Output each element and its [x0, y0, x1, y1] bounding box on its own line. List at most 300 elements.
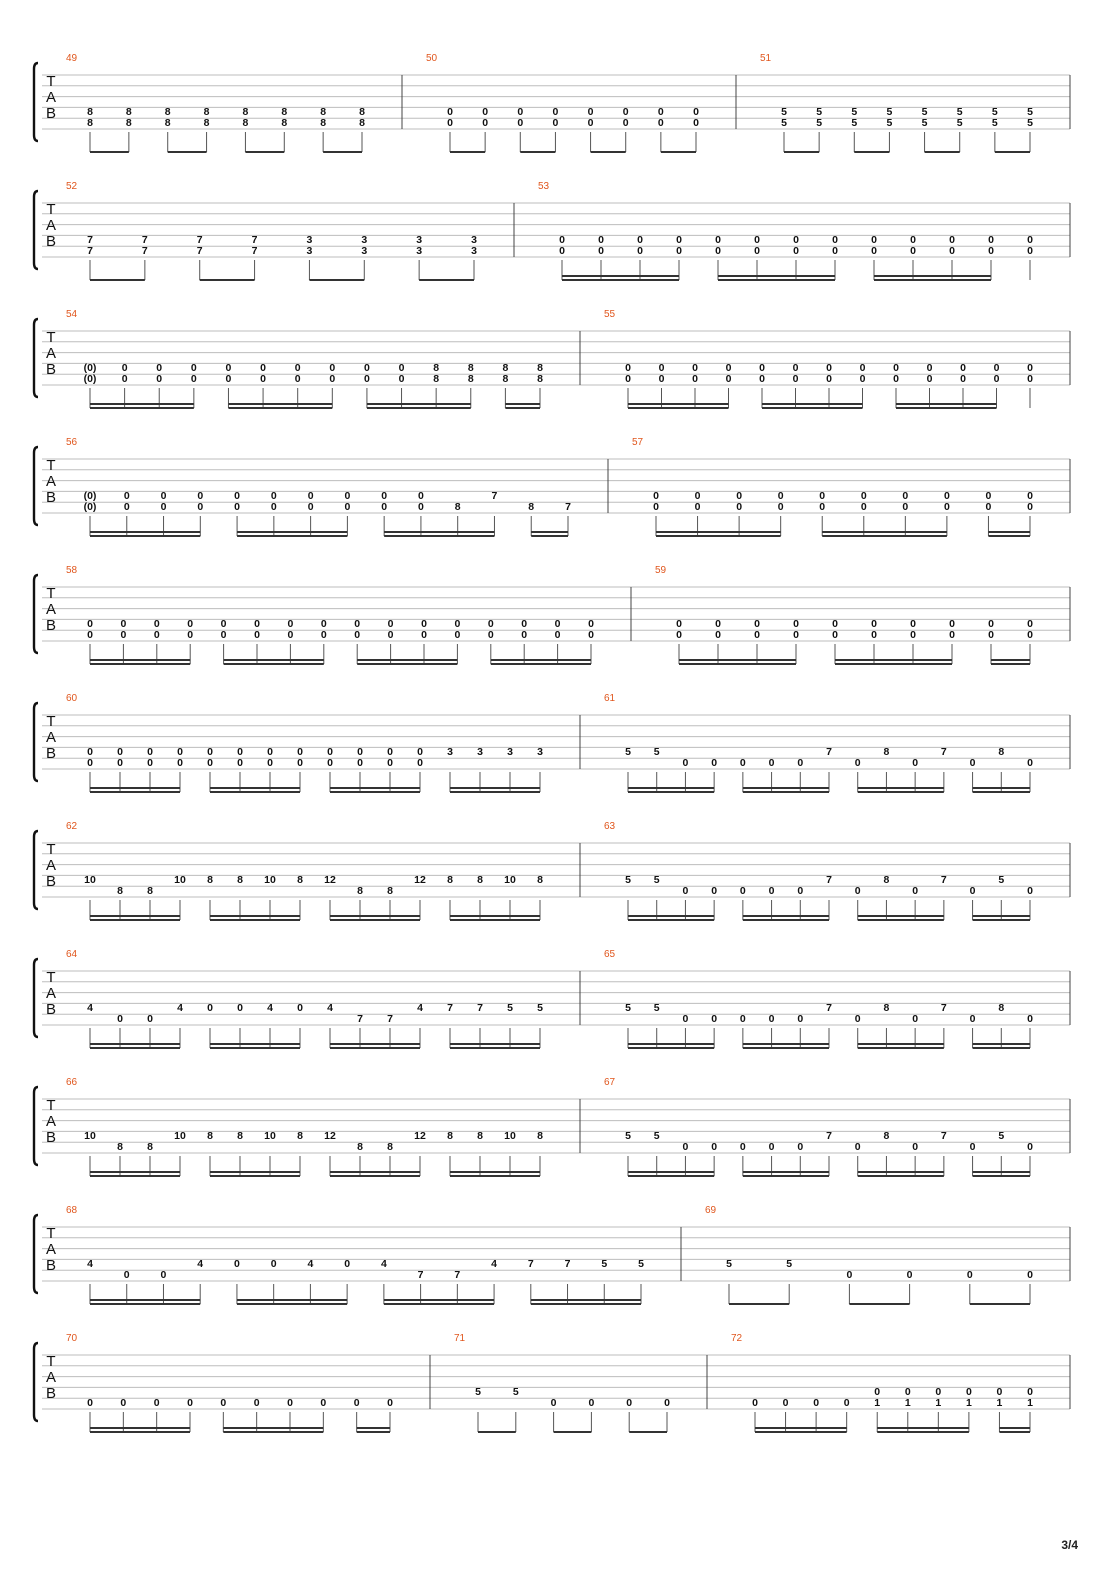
fret-number: 0	[357, 746, 363, 758]
fret-number: 0	[752, 1397, 758, 1409]
fret-number: 0	[792, 373, 799, 385]
fret-number: 0	[381, 501, 388, 513]
note-column	[846, 1269, 852, 1304]
fret-number: 3	[306, 234, 313, 246]
note-column	[287, 1397, 293, 1432]
fret-number: 0	[768, 1013, 775, 1025]
measure-number: 64	[66, 949, 78, 960]
fret-number: 0	[270, 1258, 277, 1270]
fret-number: 8	[467, 373, 474, 385]
fret-number: 0	[329, 373, 336, 385]
fret-number: 0	[587, 106, 594, 118]
fret-number: 0	[832, 618, 838, 630]
fret-number: 7	[491, 490, 498, 502]
fret-number: 0	[160, 501, 167, 513]
fret-number: 0	[237, 757, 243, 769]
fret-number: 0	[1027, 1141, 1033, 1153]
note-column	[683, 1013, 689, 1048]
fret-number: 8	[87, 117, 93, 129]
clef-letter-t: T	[46, 1353, 56, 1370]
fret-number: 0	[985, 490, 992, 502]
fret-number: 5	[998, 874, 1005, 886]
measure-number: 69	[705, 1205, 717, 1216]
measure-number: 60	[66, 693, 78, 704]
fret-number: 0	[287, 618, 294, 630]
fret-number: 7	[940, 1002, 947, 1014]
fret-number: 0	[550, 1397, 557, 1409]
note-column	[154, 1397, 160, 1432]
fret-number: 0	[993, 362, 1000, 374]
fret-number: 0	[160, 490, 167, 502]
note-column	[354, 1397, 360, 1432]
fret-number: 0	[153, 618, 160, 630]
fret-number: 0	[588, 618, 594, 630]
fret-number: 1	[935, 1397, 942, 1409]
clef-letter-a: A	[45, 345, 57, 362]
fret-number: 8	[320, 106, 327, 118]
fret-number: 7	[826, 1002, 832, 1014]
fret-number: 8	[320, 117, 327, 129]
fret-number: 0	[220, 629, 227, 641]
fret-number: 12	[324, 1130, 336, 1142]
fret-number: 0	[846, 1269, 853, 1281]
fret-number: 8	[477, 1130, 483, 1142]
fret-number: 0	[190, 362, 197, 374]
fret-number: 7	[357, 1013, 363, 1025]
fret-number: 0	[398, 373, 405, 385]
fret-number: 8	[203, 106, 210, 118]
fret-number: 0	[819, 501, 826, 513]
fret-number: 0	[421, 629, 427, 641]
fret-number: 5	[786, 1258, 793, 1270]
fret-number: 0	[782, 1397, 789, 1409]
clef-letter-t: T	[46, 73, 56, 90]
fret-number: 3	[306, 245, 313, 257]
fret-number: 3	[361, 234, 368, 246]
tab-clef	[46, 713, 56, 762]
fret-number: 0	[121, 373, 128, 385]
fret-number: 0	[381, 490, 388, 502]
measure-number: 65	[604, 949, 616, 960]
measure-number: 68	[66, 1205, 78, 1216]
note-column	[387, 1141, 393, 1176]
fret-number: 0	[220, 618, 227, 630]
clef-letter-b: B	[45, 745, 57, 762]
note-column	[117, 1141, 123, 1176]
fret-number: 0	[153, 629, 160, 641]
fret-number: 1	[904, 1397, 911, 1409]
fret-number: 0	[658, 362, 665, 374]
fret-number: 0	[225, 362, 232, 374]
measure-number: 72	[731, 1333, 743, 1344]
fret-number: 0	[187, 1397, 193, 1409]
fret-number: 0	[344, 501, 351, 513]
fret-number: 0	[935, 1386, 942, 1398]
fret-number: 8	[237, 1130, 243, 1142]
clef-letter-b: B	[45, 873, 57, 890]
fret-number: 5	[638, 1258, 644, 1270]
clef-letter-b: B	[45, 617, 57, 634]
fret-number: 8	[117, 885, 123, 897]
note-column	[588, 1397, 594, 1432]
note-column	[813, 1397, 819, 1432]
fret-number: 0	[521, 629, 528, 641]
clef-letter-a: A	[45, 1369, 57, 1386]
fret-number: 0	[354, 618, 361, 630]
note-column	[357, 1013, 363, 1048]
fret-number: 5	[991, 106, 998, 118]
note-column	[912, 1013, 918, 1048]
fret-number: 0	[87, 757, 93, 769]
fret-number: 5	[601, 1258, 608, 1270]
fret-number: 0	[715, 629, 721, 641]
fret-number: 8	[359, 117, 365, 129]
note-column	[147, 885, 153, 920]
fret-number: 0	[234, 1258, 240, 1270]
fret-number: 5	[653, 874, 660, 886]
note-column	[1027, 885, 1033, 920]
fret-number: (0)	[83, 501, 97, 513]
fret-number: 0	[725, 362, 732, 374]
fret-number: 0	[854, 1141, 861, 1153]
clef-letter-t: T	[46, 585, 56, 602]
fret-number: 0	[871, 234, 877, 246]
tab-clef	[46, 73, 56, 122]
clef-letter-a: A	[45, 473, 57, 490]
note-column	[907, 1269, 913, 1304]
fret-number: 3	[537, 746, 543, 758]
fret-number: 10	[84, 874, 96, 886]
fret-number: 8	[528, 501, 535, 513]
fret-number: 0	[447, 106, 453, 118]
fret-number: 10	[264, 874, 276, 886]
measure-53	[538, 181, 1033, 280]
fret-number: 0	[147, 757, 153, 769]
fret-number: 0	[637, 234, 643, 246]
fret-number: 0	[207, 1002, 213, 1014]
fret-number: 8	[117, 1141, 123, 1153]
fret-number: 0	[87, 746, 93, 758]
fret-number: 0	[454, 618, 461, 630]
measure-number: 70	[66, 1333, 78, 1344]
fret-number: 0	[287, 1397, 293, 1409]
note-column	[551, 1397, 557, 1432]
fret-number: 0	[988, 234, 994, 246]
fret-number: 0	[832, 234, 838, 246]
fret-number: 4	[327, 1002, 333, 1014]
fret-number: 0	[860, 490, 867, 502]
fret-number: 0	[418, 501, 424, 513]
fret-number: 0	[676, 618, 682, 630]
fret-number: 0	[797, 1141, 804, 1153]
fret-number: 0	[676, 245, 682, 257]
fret-number: 0	[297, 1002, 303, 1014]
note-column	[683, 885, 689, 920]
fret-number: 0	[826, 362, 832, 374]
fret-number: 0	[694, 501, 701, 513]
note-column	[147, 1141, 153, 1176]
note-column	[387, 885, 393, 920]
fret-number: 0	[996, 1386, 1003, 1398]
note-column	[220, 1397, 226, 1432]
fret-number: 8	[502, 373, 509, 385]
fret-number: 0	[327, 746, 333, 758]
fret-number: 8	[237, 874, 243, 886]
measure-55	[604, 309, 1033, 408]
system-bracket	[34, 703, 38, 781]
fret-number: 8	[207, 1130, 213, 1142]
fret-number: 0	[715, 618, 721, 630]
fret-number: 7	[940, 1130, 947, 1142]
tab-system	[34, 565, 1070, 664]
note-column	[683, 757, 689, 792]
fret-number: 0	[854, 1013, 861, 1025]
note-column	[565, 501, 571, 536]
fret-number: 0	[177, 757, 183, 769]
fret-number: 8	[203, 117, 210, 129]
fret-number: 0	[354, 629, 361, 641]
tab-system	[34, 693, 1070, 792]
clef-letter-a: A	[45, 217, 57, 234]
fret-number: 0	[736, 490, 743, 502]
fret-number: 5	[537, 1002, 543, 1014]
fret-number: 0	[117, 1013, 123, 1025]
fret-number: 3	[416, 245, 423, 257]
fret-number: 0	[949, 629, 955, 641]
clef-letter-t: T	[46, 1097, 56, 1114]
fret-number: 7	[477, 1002, 483, 1014]
fret-number: 0	[832, 629, 838, 641]
fret-number: 5	[956, 117, 963, 129]
fret-number: 4	[267, 1002, 273, 1014]
fret-number: 7	[196, 234, 203, 246]
note-column	[970, 1013, 976, 1048]
fret-number: 0	[1027, 490, 1033, 502]
fret-number: 7	[454, 1269, 461, 1281]
fret-number: 0	[625, 362, 631, 374]
fret-number: 0	[819, 490, 826, 502]
fret-number: 10	[174, 874, 186, 886]
note-column	[357, 885, 363, 920]
fret-number: 5	[653, 746, 660, 758]
fret-number: 0	[902, 490, 909, 502]
note-column	[454, 1269, 460, 1304]
note-column	[912, 1141, 918, 1176]
fret-number: 5	[475, 1386, 481, 1398]
fret-number: 5	[886, 117, 893, 129]
fret-number: 7	[826, 746, 832, 758]
fret-number: 0	[793, 629, 799, 641]
fret-number: 8	[447, 1130, 453, 1142]
fret-number: 0	[768, 885, 775, 897]
measure-62	[66, 821, 543, 920]
fret-number: 0	[587, 117, 594, 129]
note-column	[797, 885, 803, 920]
measure-61	[604, 693, 1033, 792]
fret-number: 0	[792, 362, 799, 374]
note-column	[387, 1397, 393, 1432]
fret-number: 0	[417, 757, 423, 769]
fret-number: 8	[87, 106, 93, 118]
fret-number: 8	[147, 1141, 153, 1153]
tab-system	[34, 309, 1070, 408]
fret-number: 0	[588, 1397, 595, 1409]
note-column	[844, 1397, 850, 1432]
fret-number: 10	[504, 1130, 516, 1142]
fret-number: 0	[1027, 757, 1033, 769]
fret-number: 0	[329, 362, 336, 374]
tab-system	[34, 821, 1070, 920]
fret-number: 7	[940, 746, 947, 758]
note-column	[664, 1397, 670, 1432]
fret-number: 8	[883, 1130, 890, 1142]
fret-number: 0	[906, 1269, 913, 1281]
measure-number: 61	[604, 693, 616, 704]
note-column	[117, 1013, 123, 1048]
note-column	[387, 1013, 393, 1048]
fret-number: 0	[207, 757, 213, 769]
fret-number: 0	[711, 1141, 718, 1153]
fret-number: 0	[1027, 234, 1033, 246]
fret-number: 0	[768, 757, 775, 769]
tab-system	[34, 437, 1070, 536]
fret-number: 0	[260, 362, 266, 374]
note-column	[711, 1141, 717, 1176]
measure-59	[655, 565, 1033, 664]
fret-number: 0	[327, 757, 333, 769]
fret-number: 12	[414, 1130, 426, 1142]
system-bracket	[34, 319, 38, 397]
fret-number: 0	[797, 885, 804, 897]
note-column	[740, 1141, 746, 1176]
page-number: 3/4	[1061, 1538, 1078, 1552]
tab-system	[34, 949, 1070, 1048]
clef-letter-t: T	[46, 329, 56, 346]
fret-number: 8	[998, 1002, 1005, 1014]
note-column	[855, 1141, 861, 1176]
fret-number: 0	[156, 362, 163, 374]
fret-number: 0	[1027, 1386, 1033, 1398]
note-column	[711, 885, 717, 920]
measure-number: 50	[426, 53, 438, 64]
fret-number: 8	[433, 362, 440, 374]
fret-number: 4	[307, 1258, 314, 1270]
fret-number: 7	[565, 501, 571, 513]
fret-number: 0	[637, 245, 643, 257]
note-column	[320, 1397, 326, 1432]
fret-number: 0	[270, 501, 277, 513]
note-column	[967, 1269, 973, 1304]
fret-number: 0	[87, 629, 93, 641]
note-column	[683, 1141, 689, 1176]
fret-number: 8	[387, 885, 393, 897]
fret-number: 8	[477, 874, 483, 886]
fret-number: 0	[1027, 245, 1033, 257]
fret-number: 0	[117, 757, 123, 769]
tab-clef	[46, 1225, 56, 1274]
system-bracket	[34, 1343, 38, 1421]
fret-number: 0	[260, 373, 266, 385]
fret-number: 5	[653, 1130, 660, 1142]
system-bracket	[34, 1215, 38, 1293]
note-column	[740, 757, 746, 792]
fret-number: 0	[910, 618, 916, 630]
note-column	[120, 1397, 126, 1432]
fret-number: 0	[387, 746, 393, 758]
tab-clef	[46, 1097, 56, 1146]
fret-number: 5	[886, 106, 893, 118]
fret-number: 0	[664, 1397, 670, 1409]
fret-number: 0	[123, 501, 130, 513]
note-column	[1027, 1013, 1033, 1048]
measure-number: 67	[604, 1077, 616, 1088]
note-column	[740, 885, 746, 920]
clef-letter-a: A	[45, 89, 57, 106]
fret-number: 0	[682, 885, 689, 897]
clef-letter-b: B	[45, 1001, 57, 1018]
note-column	[711, 1013, 717, 1048]
fret-number: 5	[851, 117, 858, 129]
measure-58	[66, 565, 594, 664]
fret-number: 10	[264, 1130, 276, 1142]
fret-number: 3	[447, 746, 453, 758]
clef-letter-t: T	[46, 969, 56, 986]
fret-number: 0	[121, 362, 128, 374]
fret-number: 8	[359, 106, 365, 118]
fret-number: 7	[141, 245, 148, 257]
tab-clef	[46, 201, 56, 250]
fret-number: 0	[859, 373, 866, 385]
fret-number: 0	[320, 1397, 327, 1409]
fret-number: 0	[739, 757, 746, 769]
fret-number: 0	[487, 629, 494, 641]
system-bracket	[34, 1087, 38, 1165]
fret-number: 0	[117, 746, 123, 758]
fret-number: 7	[87, 234, 93, 246]
fret-number: 4	[417, 1002, 423, 1014]
tab-clef	[46, 1353, 56, 1402]
note-column	[161, 1269, 167, 1304]
fret-number: 8	[454, 501, 461, 513]
fret-number: 0	[364, 373, 370, 385]
note-column	[711, 757, 717, 792]
fret-number: 4	[491, 1258, 497, 1270]
fret-number: 0	[694, 490, 701, 502]
fret-number: 4	[87, 1002, 93, 1014]
measure-number: 51	[760, 53, 772, 64]
clef-letter-b: B	[45, 361, 57, 378]
fret-number: 7	[447, 1002, 453, 1014]
fret-number: 10	[174, 1130, 186, 1142]
fret-number: (0)	[83, 490, 97, 502]
measure-66	[66, 1077, 543, 1176]
measure-65	[604, 949, 1033, 1048]
fret-number: 8	[537, 362, 543, 374]
fret-number: 8	[447, 874, 453, 886]
fret-number: 0	[156, 373, 163, 385]
note-column	[970, 885, 976, 920]
fret-number: 0	[871, 618, 877, 630]
note-column	[797, 757, 803, 792]
fret-number: 0	[197, 501, 204, 513]
fret-number: 0	[234, 501, 240, 513]
fret-number: 12	[414, 874, 426, 886]
fret-number: 0	[123, 490, 130, 502]
fret-number: 0	[287, 629, 294, 641]
fret-number: 4	[87, 1258, 93, 1270]
fret-number: 0	[813, 1397, 820, 1409]
fret-number: 3	[477, 746, 483, 758]
